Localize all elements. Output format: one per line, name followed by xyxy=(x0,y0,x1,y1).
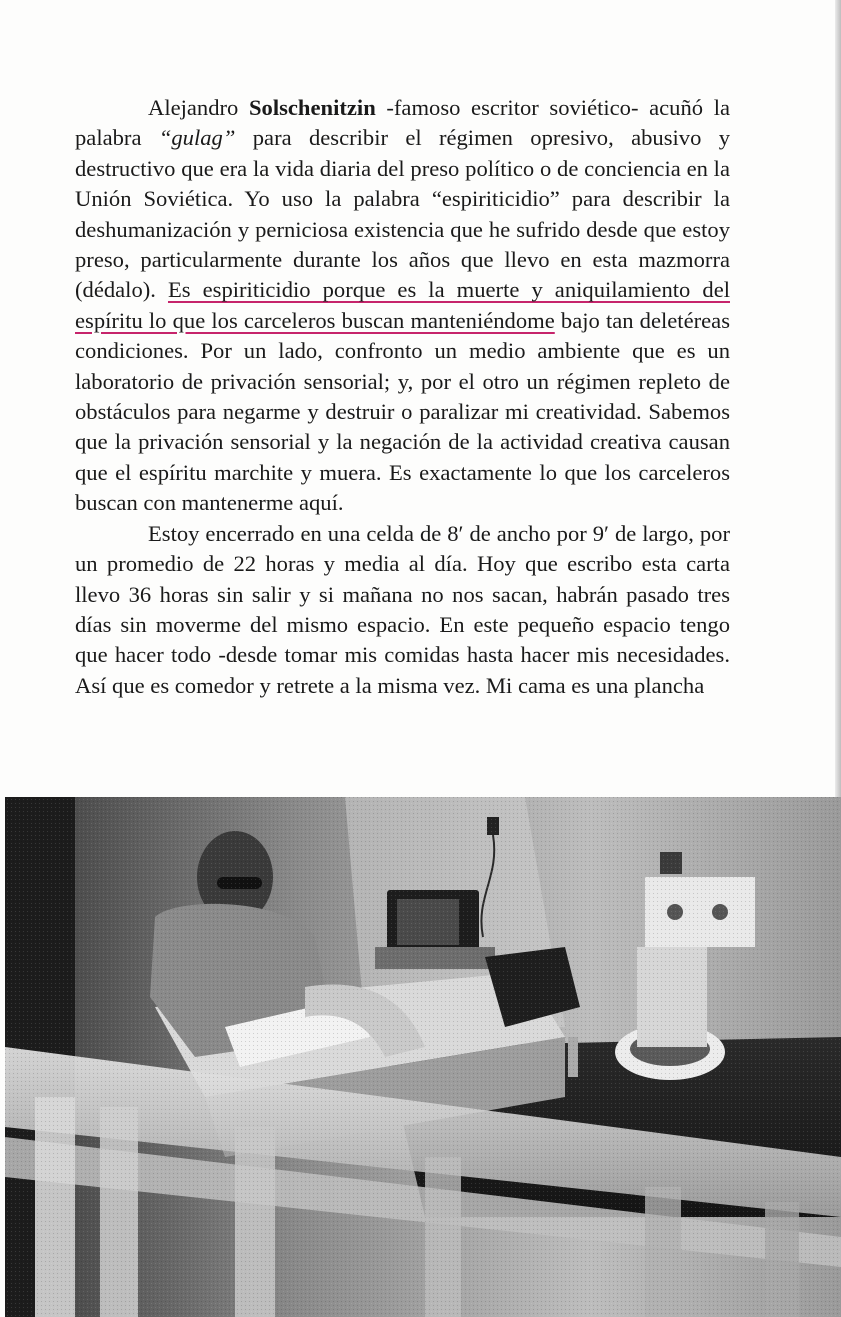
paragraph-1-part-4: bajo tan deletéreas condiciones. Por un lado, confronto un medio ambiente que es un laboratorio de privación sensorial; y, por el otro un régimen repleto de obstáculos para negarme y destruir o paralizar mi creatividad. Sabemos que la privación sensorial y la negación de la actividad creativa causan que el espíritu marchite y muera. Es exactamente lo que los carceleros buscan con mantenerme aquí. xyxy=(75,307,730,516)
paragraph-1-part-1: Alejandro xyxy=(148,95,249,120)
gulag-word: “gulag” xyxy=(158,125,236,151)
letter-text xyxy=(75,93,730,701)
underlined-passage: Es espiriticidio porque es la muerte y aniquilamiento del espíritu lo que los carceleros buscan manteniéndome xyxy=(75,277,730,333)
photo-illustration xyxy=(5,797,841,1317)
paragraph-1 xyxy=(75,93,730,519)
paragraph-1-part-2: -famoso escritor soviético- acuñó la palabra xyxy=(75,95,730,151)
paragraph-2: Estoy encerrado en una celda de 8′ de ancho por 9′ de largo, por un promedio de 22 horas y media al día. Hoy que escribo esta carta llevo 36 horas sin salir y si mañana no nos sacan, habrán pasado tres días sin moverme del mismo espacio. En este pequeño espacio tengo que hacer todo -desde tomar mis comidas hasta hacer mis necesidades. Así que es comedor y retrete a la misma vez. Mi cama es una plancha xyxy=(75,520,730,698)
photo-grain xyxy=(5,797,841,1317)
prison-cell-photo xyxy=(5,797,841,1317)
paragraph-1-part-3: para describir el régimen opresivo, abusivo y destructivo que era la vida diaria del preso político o de conciencia en la Unión Soviética. Yo uso la palabra “espiriticidio” para describir la deshumanización y perniciosa existencia que he sufrido desde que estoy preso, particularmente durante los años que llevo en esta mazmorra (dédalo). xyxy=(75,125,730,303)
author-name: Solschenitzin xyxy=(248,95,376,120)
